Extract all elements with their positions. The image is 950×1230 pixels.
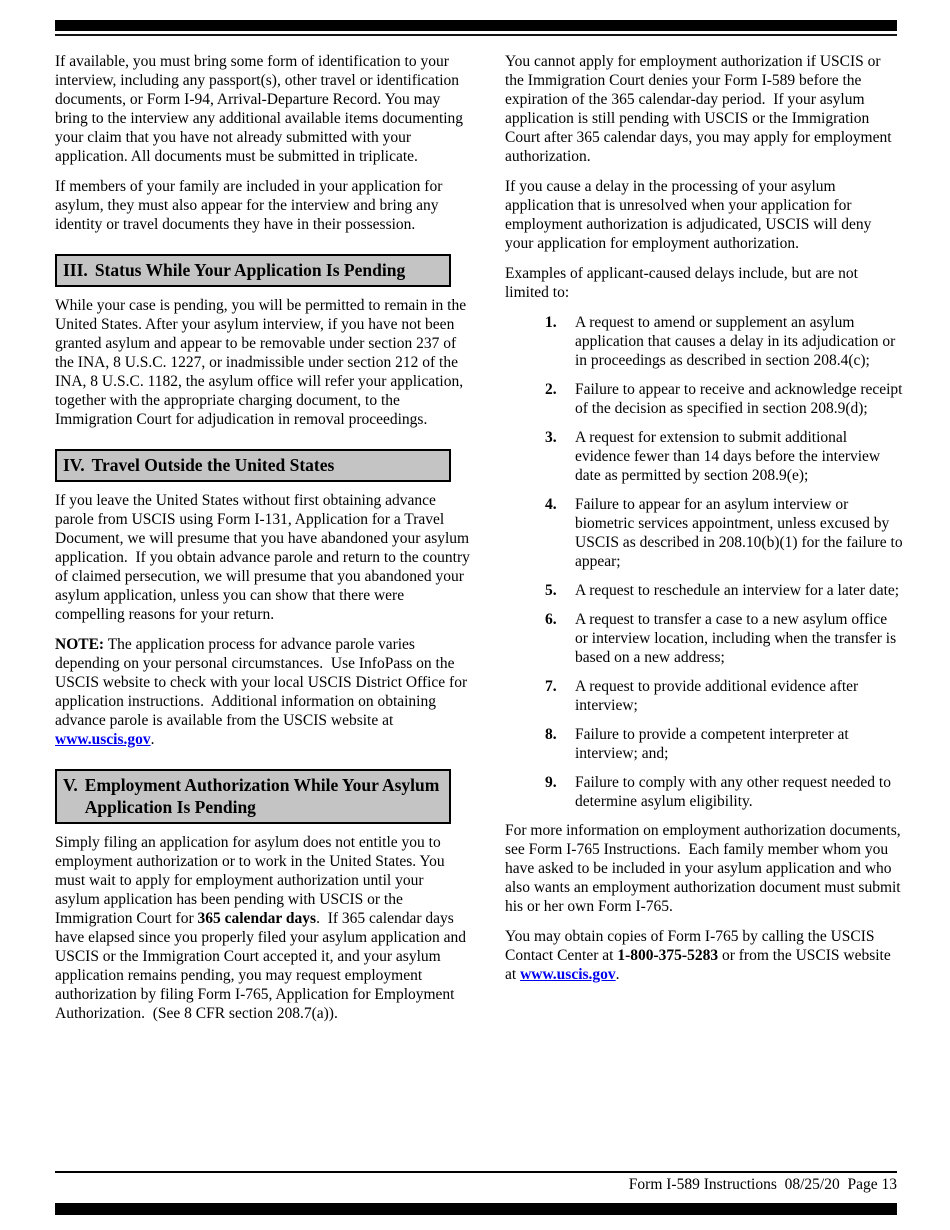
- top-rule-line: [55, 34, 897, 36]
- list-item-number: 2.: [545, 381, 557, 398]
- text-run: You may obtain copies of Form I-765 by calling the USCIS Contact Center at: [505, 928, 879, 964]
- delay-list-item: [505, 313, 903, 370]
- section-title: Status While Your Application Is Pending: [94, 260, 406, 280]
- list-item-number: 8.: [545, 726, 557, 743]
- text-run: or from the USCIS website at: [505, 947, 895, 983]
- section-heading-travel: [55, 449, 451, 482]
- paragraph-cannot-apply: [505, 52, 903, 166]
- text-run: A request for extension to submit additional evidence fewer than 14 days before the interview date as permitted by section 208.9(e);: [575, 429, 885, 484]
- text-run: While your case is pending, you will be permitted to remain in the United States. After your asylum interview, if you have not been granted asylum and appear to be removable under section 237 of the INA, 8 U.S.C. 1227, or inadmissible under section 212 of the INA, 8 U.S.C. 1182, the asylum office will refer your application, together with the appropriate charging document, to the Immigration Court for adjudication in removal proceedings.: [55, 297, 470, 428]
- paragraph-case-pending: [55, 296, 470, 429]
- section-title: Travel Outside the United States: [91, 455, 335, 475]
- delay-list-item: [505, 380, 907, 418]
- text-run: For more information on employment authorization documents, see Form I-765 Instructions. Each family member whom you have asked to be included in your asylum application and who also wants an employment authorization document must submit his or her own Form I-765.: [505, 822, 905, 915]
- text-run: . If 365 calendar days have elapsed since you properly filed your asylum application and USCIS or the Immigration Court accepted it, and your asylum application remains pending, you may request employment authorization by filing Form I-765, Application for Employment Authorization. (See 8 CFR section 208.7(a)).: [55, 910, 470, 1022]
- text-run: A request to amend or supplement an asylum application that causes a delay in its adjudication or in proceedings as described in section 208.4(c);: [575, 314, 900, 369]
- list-item-text: [575, 725, 903, 763]
- list-item-number: 6.: [545, 611, 557, 628]
- uscis-website-link[interactable]: www.uscis.gov: [520, 966, 616, 983]
- text-run: A request to transfer a case to a new asylum office or interview location, including when the transfer is based on a new address;: [575, 611, 900, 666]
- text-run: .: [150, 731, 155, 748]
- text-run: .: [615, 966, 620, 983]
- list-item-number: 7.: [545, 678, 557, 695]
- right-column: [505, 52, 907, 995]
- delay-list-item: [505, 428, 903, 485]
- left-column: [55, 52, 474, 1034]
- text-run: A request to provide additional evidence after interview;: [575, 678, 863, 714]
- section-title: Employment Authorization While Your Asylum Application Is Pending: [84, 775, 440, 817]
- delay-list-item: [505, 581, 903, 600]
- text-run: If members of your family are included in your application for asylum, they must also appear for the interview and bring any identity or travel documents they have in their possession.: [55, 178, 447, 233]
- delay-list-item: [505, 610, 903, 667]
- list-item-text: [575, 773, 903, 811]
- section-heading-employment-authorization: [55, 769, 451, 824]
- list-item-number: 9.: [545, 774, 557, 791]
- text-run: Failure to provide a competent interpreter at interview; and;: [575, 726, 853, 762]
- bold-text: NOTE:: [55, 636, 105, 653]
- delay-list-item: [505, 725, 903, 763]
- text-run: Failure to appear to receive and acknowledge receipt of the decision as specified in section 208.9(d);: [575, 381, 907, 417]
- list-item-text: [575, 610, 903, 667]
- text-run: Examples of applicant-caused delays include, but are not limited to:: [505, 265, 862, 301]
- list-item-text: [575, 428, 903, 485]
- uscis-website-link[interactable]: www.uscis.gov: [55, 731, 151, 748]
- paragraph-filing-asylum: [55, 833, 470, 1023]
- text-run: If available, you must bring some form of identification to your interview, including any passport(s), other travel or identification documents, or Form I-94, Arrival-Departure Record. You may bring to the interview any additional available items documenting your claim that you have not already submitted with your application. All documents must be submitted in triplicate.: [55, 53, 467, 165]
- section-number: III.: [63, 260, 88, 280]
- paragraph-identification: [55, 52, 470, 166]
- paragraph-examples-intro: [505, 264, 903, 302]
- list-item-text: [575, 380, 907, 418]
- delay-list-item: [505, 677, 903, 715]
- bottom-black-bar: [55, 1203, 897, 1215]
- delay-list-item: [505, 495, 907, 571]
- paragraph-family-members: [55, 177, 470, 234]
- text-run: Failure to comply with any other request needed to determine asylum eligibility.: [575, 774, 895, 810]
- text-run: Failure to appear for an asylum interview or biometric services appointment, unless excused by USCIS as described in 208.10(b)(1) for the failure to appear;: [575, 496, 907, 570]
- section-number: IV.: [63, 455, 85, 475]
- text-run: A request to reschedule an interview for a later date;: [575, 582, 900, 599]
- text-run: Simply filing an application for asylum does not entitle you to employment authorization or to work in the United States. You must wait to apply for employment authorization until your asylum application has been pending with USCIS or the Immigration Court for: [55, 834, 449, 927]
- section-heading-status-pending: [55, 254, 451, 287]
- list-item-text: [575, 495, 907, 571]
- bold-text: 1-800-375-5283: [617, 947, 719, 964]
- list-item-number: 4.: [545, 496, 557, 513]
- paragraph-more-information: [505, 821, 903, 916]
- bold-text: 365 calendar days: [197, 910, 317, 927]
- paragraph-delay-processing: [505, 177, 903, 253]
- list-item-number: 3.: [545, 429, 557, 446]
- list-item-text: [575, 313, 903, 370]
- paragraph-advance-parole: [55, 491, 474, 624]
- section-number: V.: [63, 775, 78, 795]
- text-run: The application process for advance parole varies depending on your personal circumstances. Use InfoPass on the USCIS website to check with your local USCIS District Office for application instructions. Additional information on obtaining advance parole is available from the USCIS website at: [55, 636, 471, 729]
- text-run: If you leave the United States without first obtaining advance parole from USCIS using Form I-131, Application for a Travel Document, we will presume that you have abandoned your asylum application. If you obtain advance parole and return to the country of claimed persecution, we will presume that you abandoned your asylum application, unless you can show that there were compelling reasons for your return.: [55, 492, 474, 623]
- list-item-text: [575, 581, 903, 600]
- paragraph-note-infopass: [55, 635, 470, 749]
- footer-page-info: Form I-589 Instructions 08/25/20 Page 13: [628, 1176, 897, 1193]
- text-run: If you cause a delay in the processing of your asylum application that is unresolved when your application for employment authorization is adjudicated, USCIS will deny your application for employment authorization.: [505, 178, 876, 252]
- delay-list-item: [505, 773, 903, 811]
- list-item-text: [575, 677, 903, 715]
- text-run: You cannot apply for employment authorization if USCIS or the Immigration Court denies your Form I-589 before the expiration of the 365 calendar-day period. If your asylum application is still pending with USCIS or the Immigration Court after 365 calendar days, you may apply for employment authorization.: [505, 53, 896, 165]
- applicant-caused-delays-list: [505, 313, 907, 811]
- top-black-bar: [55, 20, 897, 31]
- list-item-number: 1.: [545, 314, 557, 331]
- list-item-number: 5.: [545, 582, 557, 599]
- footer-rule-line: [55, 1171, 897, 1173]
- paragraph-obtain-copies: [505, 927, 903, 984]
